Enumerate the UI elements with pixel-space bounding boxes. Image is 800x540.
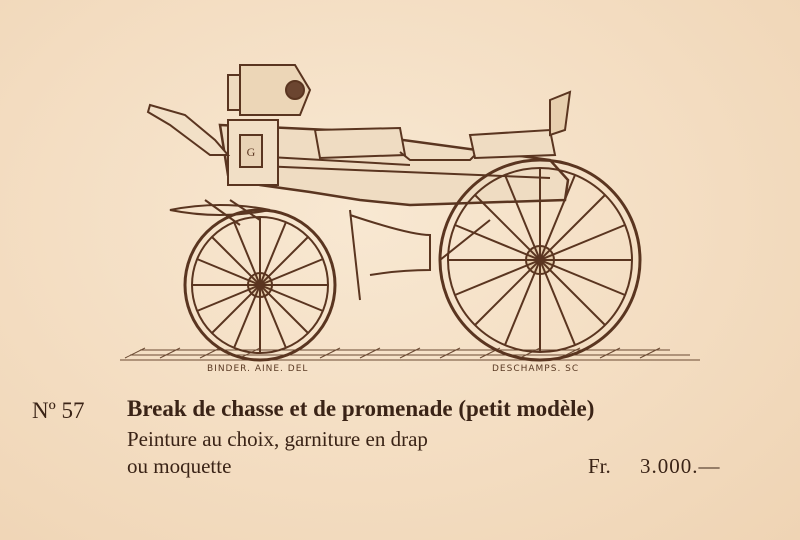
- item-title: Break de chasse et de promenade (petit modèle): [127, 396, 595, 421]
- engraver-signature-right: DESCHAMPS. SC: [492, 364, 580, 374]
- price-label: Fr.: [588, 454, 611, 478]
- svg-text:G: G: [246, 145, 256, 159]
- description-line-2: ou moquette: [127, 454, 232, 478]
- catalog-number: Nº 57: [32, 398, 85, 423]
- engraver-signature-left: BINDER. AINE. DEL: [207, 364, 309, 374]
- description-line-1: Peinture au choix, garniture en drap: [127, 427, 428, 451]
- price-value: 3.000.—: [640, 454, 721, 478]
